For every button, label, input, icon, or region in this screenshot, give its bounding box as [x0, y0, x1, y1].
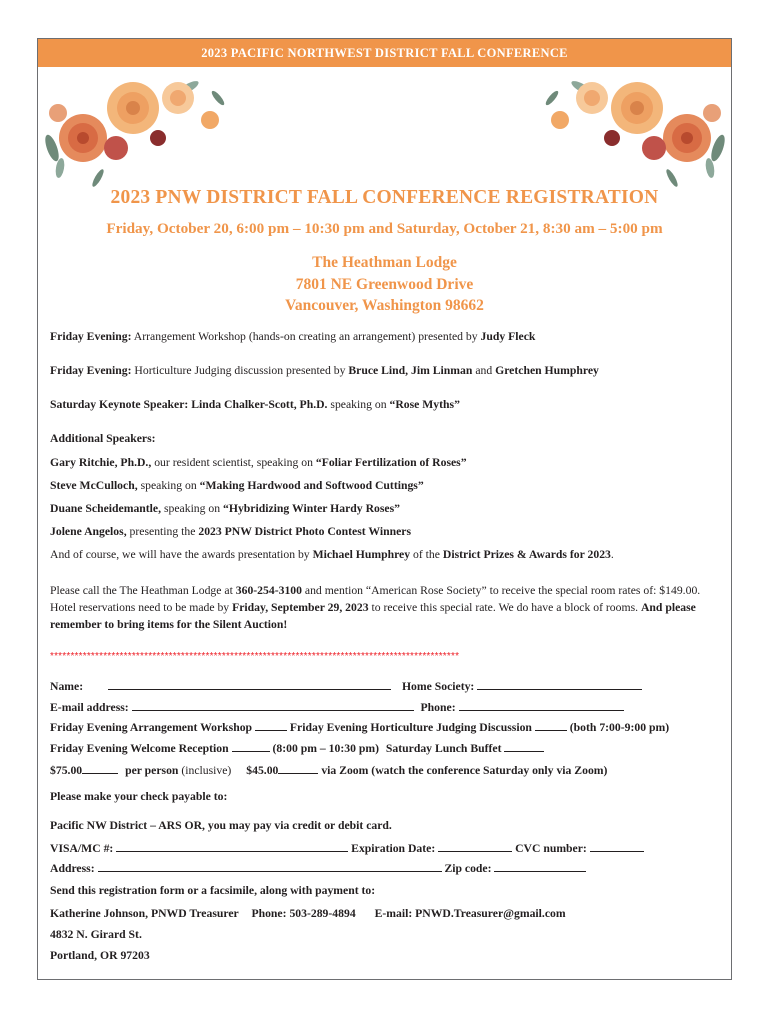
treasurer-phone: Phone: 503-289-4894	[251, 907, 356, 920]
venue-street: 7801 NE Greenwood Drive	[295, 276, 474, 293]
lunch-field[interactable]	[504, 740, 544, 752]
venue-city: Vancouver, Washington 98662	[285, 297, 484, 314]
speaker-name: Duane Scheidemantle,	[50, 502, 162, 515]
program-speaker: Judy Fleck	[480, 330, 536, 343]
program-speaker: Gretchen Humphrey	[495, 364, 599, 377]
separator-stars: ****************************************************************************************************	[50, 651, 460, 662]
awards-title: District Prizes & Awards for 2023	[442, 548, 611, 561]
awards-text: And of course, we will have the awards presentation by	[50, 548, 313, 561]
phone-label: Phone:	[420, 701, 456, 714]
rose-icon	[551, 82, 721, 162]
program-label: Friday Evening:	[50, 364, 132, 377]
home-society-field[interactable]	[477, 678, 642, 690]
awards-line	[50, 548, 614, 561]
speaker-name: Jolene Angelos,	[50, 525, 127, 538]
program-friday-horticulture	[50, 364, 599, 377]
price-in-person: $75.00	[50, 764, 83, 777]
hotel-info	[50, 582, 726, 633]
form-row-reception	[50, 740, 544, 755]
treasurer-address-city: Portland, OR 97203	[50, 949, 150, 962]
speaker-item	[50, 502, 400, 515]
program-speaker: Bruce Lind, Jim Linman	[348, 364, 473, 377]
name-field[interactable]	[108, 678, 391, 690]
email-label: E-mail address:	[50, 701, 129, 714]
zip-label: Zip code:	[444, 862, 492, 875]
program-friday-workshop	[50, 330, 535, 343]
hotel-text: and mention “American Rose Society” to receive the special room rates of: $149.00. Hotel reservations need to be made by	[50, 584, 701, 614]
horticulture-label: Friday Evening Horticulture Judging Discussion	[289, 721, 532, 734]
floral-decoration-right	[532, 68, 732, 188]
form-row-email	[50, 699, 624, 714]
silent-auction-reminder: And please remember to bring items for the Silent Auction!	[50, 601, 696, 631]
program-text: Horticulture Judging discussion presented by	[131, 364, 349, 377]
email-field[interactable]	[132, 699, 414, 711]
zip-field[interactable]	[494, 860, 586, 872]
speaker-topic: “Hybridizing Winter Hardy Roses”	[223, 502, 400, 515]
in-person-field[interactable]	[82, 762, 118, 774]
speaker-item	[50, 525, 411, 538]
program-text: speaking on	[327, 398, 390, 411]
hotel-text: to receive this special rate. We do have a block of rooms.	[368, 601, 641, 614]
form-row-name	[50, 678, 642, 693]
reception-field[interactable]	[232, 740, 270, 752]
venue-name: The Heathman Lodge	[312, 254, 457, 271]
address-field[interactable]	[98, 860, 442, 872]
speaker-text: speaking on	[161, 502, 224, 515]
program-label: Friday Evening:	[50, 330, 132, 343]
workshop-field[interactable]	[255, 719, 287, 731]
reception-time: (8:00 pm – 10:30 pm)	[272, 742, 379, 755]
form-row-pricing	[50, 762, 607, 777]
payee-line: Pacific NW District – ARS OR, you may pay via credit or debit card.	[50, 819, 392, 832]
form-row-address	[50, 860, 586, 875]
rose-icon	[49, 82, 219, 162]
workshop-label: Friday Evening Arrangement Workshop	[50, 721, 253, 734]
form-row-friday-sessions	[50, 719, 669, 734]
reception-label: Friday Evening Welcome Reception	[50, 742, 229, 755]
address-label: Address:	[50, 862, 95, 875]
speaker-item	[50, 479, 424, 492]
keynote-speaker: Saturday Keynote Speaker: Linda Chalker-Scott, Ph.D.	[50, 398, 328, 411]
horticulture-field[interactable]	[535, 719, 567, 731]
floral-decoration-left	[38, 68, 238, 188]
per-person-label: per person	[125, 764, 179, 777]
awards-presenter: Michael Humphrey	[312, 548, 411, 561]
phone-field[interactable]	[459, 699, 624, 711]
awards-text: .	[610, 548, 614, 561]
additional-speakers-heading: Additional Speakers:	[50, 432, 156, 445]
page-title: 2023 PNW DISTRICT FALL CONFERENCE REGISTRATION	[110, 187, 659, 208]
header-banner: 2023 PACIFIC NORTHWEST DISTRICT FALL CONFERENCE	[38, 39, 731, 67]
cvc-label: CVC number:	[515, 842, 587, 855]
payable-heading: Please make your check payable to:	[50, 790, 228, 803]
zoom-label: via Zoom (watch the conference Saturday only via Zoom)	[321, 764, 608, 777]
cvc-field[interactable]	[590, 840, 644, 852]
speaker-text: speaking on	[137, 479, 200, 492]
speaker-name: Steve McCulloch,	[50, 479, 138, 492]
treasurer-contact	[50, 907, 566, 920]
program-text: and	[472, 364, 496, 377]
speaker-text: presenting the	[126, 525, 199, 538]
card-number-field[interactable]	[116, 840, 348, 852]
hotel-deadline: Friday, September 29, 2023	[232, 601, 369, 614]
card-number-label: VISA/MC #:	[50, 842, 114, 855]
lunch-label: Saturday Lunch Buffet	[385, 742, 502, 755]
program-keynote	[50, 398, 460, 411]
zoom-field[interactable]	[278, 762, 318, 774]
speaker-text: our resident scientist, speaking on	[151, 456, 316, 469]
hotel-text: Please call the The Heathman Lodge at	[50, 584, 236, 597]
treasurer-email: E-mail: PNWD.Treasurer@gmail.com	[374, 907, 566, 920]
hotel-phone: 360-254-3100	[235, 584, 302, 597]
awards-text: of the	[410, 548, 443, 561]
keynote-topic: “Rose Myths”	[389, 398, 460, 411]
treasurer-name: Katherine Johnson, PNWD Treasurer	[50, 907, 239, 920]
price-zoom: $45.00	[246, 764, 279, 777]
speaker-topic: 2023 PNW District Photo Contest Winners	[198, 525, 411, 538]
inclusive-label: (inclusive)	[178, 764, 232, 777]
speaker-name: Gary Ritchie, Ph.D.,	[50, 456, 152, 469]
home-society-label: Home Society:	[401, 680, 475, 693]
both-sessions-time: (both 7:00-9:00 pm)	[569, 721, 670, 734]
treasurer-address-street: 4832 N. Girard St.	[50, 928, 142, 941]
program-text: Arrangement Workshop (hands-on creating an arrangement) presented by	[131, 330, 481, 343]
expiration-field[interactable]	[438, 840, 512, 852]
speaker-topic: “Foliar Fertilization of Roses”	[315, 456, 467, 469]
speaker-topic: “Making Hardwood and Softwood Cuttings”	[199, 479, 424, 492]
conference-dates: Friday, October 20, 6:00 pm – 10:30 pm and Saturday, October 21, 8:30 am – 5:00 pm	[106, 220, 663, 237]
name-label: Name:	[50, 680, 84, 693]
send-to-heading: Send this registration form or a facsimile, along with payment to:	[50, 884, 376, 897]
speaker-item	[50, 456, 467, 469]
expiration-label: Expiration Date:	[351, 842, 436, 855]
form-row-card	[50, 840, 644, 855]
